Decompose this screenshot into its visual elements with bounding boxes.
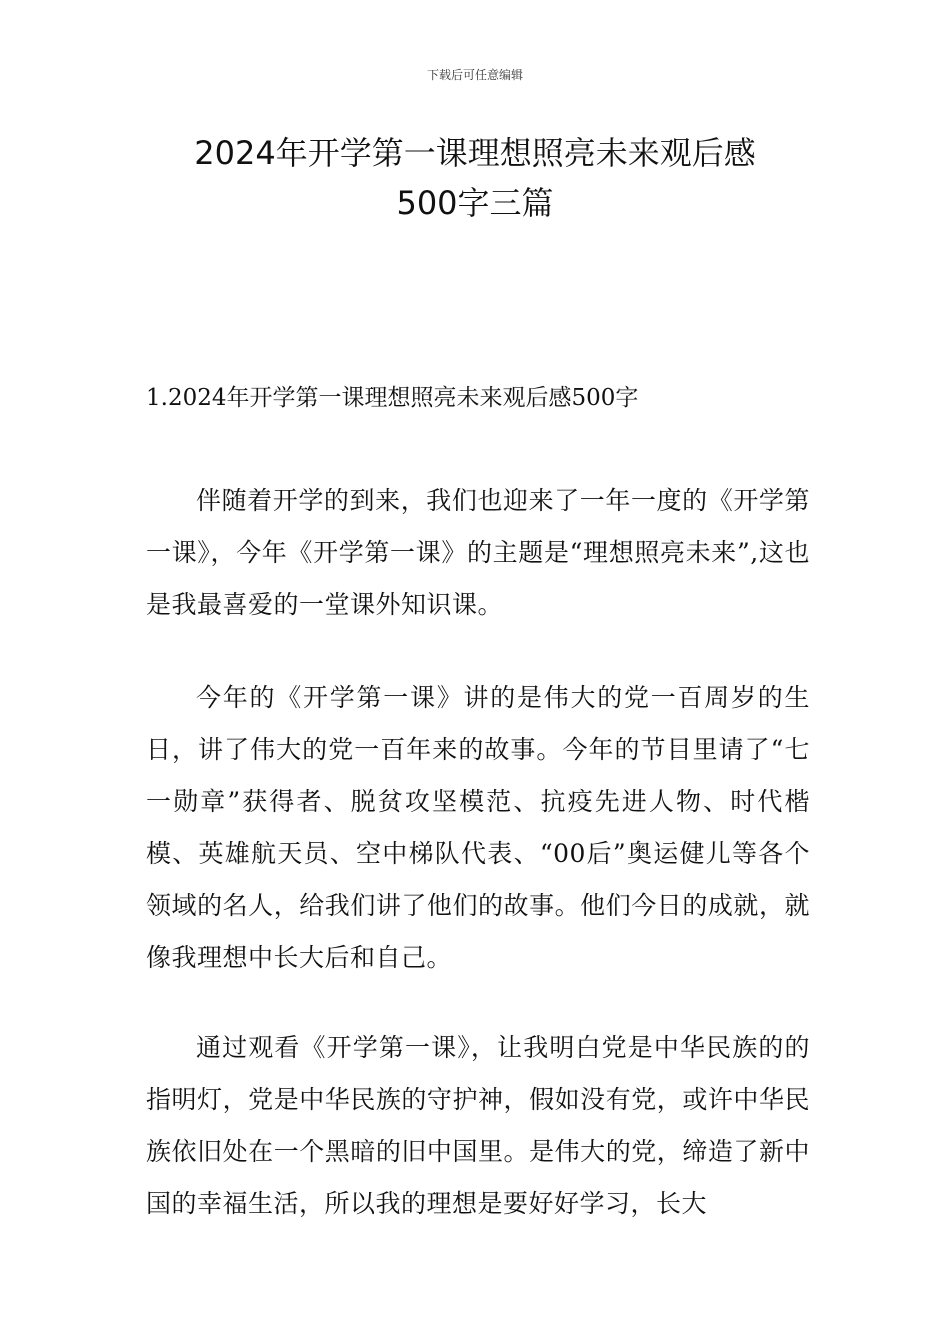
header-note: 下载后可任意编辑: [426, 68, 523, 82]
paragraph-3: 通过观看《开学第一课》，让我明白党是中华民族的的指明灯，党是中华民族的守护神，假如没有党，或许中华民族依旧处在一个黑暗的旧中国里。是伟大的党，缔造了新中国的幸福生活，所以我的理想是要好好学习，长大: [146, 1033, 810, 1218]
paragraph-2: 今年的《开学第一课》讲的是伟大的党一百周岁的生日，讲了伟大的党一百年来的故事。今年的节目里请了“七一勋章”获得者、脱贫攻坚模范、抗疫先进人物、时代楷模、英雄航天员、空中梯队代表、“00后”奥运健儿等各个领域的名人，给我们讲了他们的故事。他们今日的成就，就像我理想中长大后和自己。: [146, 683, 810, 972]
title-line-2: 500字三篇: [396, 184, 554, 222]
title-line-1: 2024年开学第一课理想照亮未来观后感: [194, 134, 756, 172]
page-title: [0, 128, 950, 228]
paragraph-1: 伴随着开学的到来，我们也迎来了一年一度的《开学第一课》，今年《开学第一课》的主题是“理想照亮未来”,这也是我最喜爱的一堂课外知识课。: [146, 486, 810, 619]
section-heading: 1.2024年开学第一课理想照亮未来观后感500字: [146, 385, 639, 411]
